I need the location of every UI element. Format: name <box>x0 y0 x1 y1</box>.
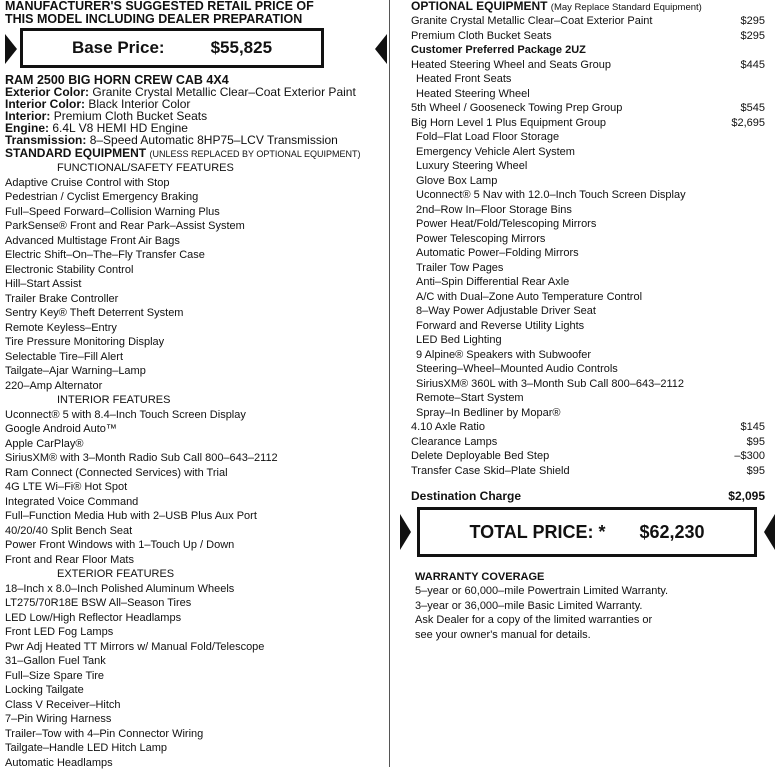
optional-item-label: 8–Way Power Adjustable Driver Seat <box>416 304 596 319</box>
vehicle-info <box>5 74 387 146</box>
engine-value: 6.4L V8 HEMI HD Engine <box>52 121 188 135</box>
triangle-right-icon <box>400 514 411 550</box>
interior-feature-item: Google Android Auto™ <box>5 422 387 437</box>
transmission-value: 8–Speed Automatic 8HP75–LCV Transmission <box>90 133 338 147</box>
optional-equipment-note: (May Replace Standard Equipment) <box>551 2 702 13</box>
destination-charge-row <box>411 489 765 503</box>
interior-features-list <box>5 408 387 568</box>
interior-value: Premium Cloth Bucket Seats <box>54 109 207 123</box>
optional-item-label: Premium Cloth Bucket Seats <box>411 29 552 44</box>
functional-feature-item: Hill–Start Assist <box>5 277 387 292</box>
optional-item-row <box>411 435 765 450</box>
optional-item-row <box>411 29 765 44</box>
optional-item-row <box>411 116 765 131</box>
exterior-features-list <box>5 582 387 770</box>
warranty-text <box>411 584 765 642</box>
msrp-header-line-1: MANUFACTURER'S SUGGESTED RETAIL PRICE OF <box>5 0 387 13</box>
optional-item-label: Clearance Lamps <box>411 435 497 450</box>
interior-features-title: INTERIOR FEATURES <box>5 393 387 408</box>
base-price-box <box>20 28 324 68</box>
transmission-label: Transmission: <box>5 133 86 147</box>
standard-equipment-title: STANDARD EQUIPMENT <box>5 146 146 160</box>
optional-item-row <box>411 159 765 174</box>
interior-color-value: Black Interior Color <box>88 97 190 111</box>
exterior-feature-item: LED Low/High Reflector Headlamps <box>5 611 387 626</box>
optional-item-row <box>411 391 765 406</box>
optional-item-label: Customer Preferred Package 2UZ <box>411 43 586 58</box>
optional-equipment-title: OPTIONAL EQUIPMENT <box>411 0 547 13</box>
optional-item-row <box>411 420 765 435</box>
optional-item-label: 2nd–Row In–Floor Storage Bins <box>416 203 572 218</box>
total-price-row <box>411 507 765 567</box>
total-price-box <box>417 507 757 557</box>
optional-item-price: $95 <box>747 435 765 450</box>
optional-item-label: Spray–In Bedliner by Mopar® <box>416 406 560 421</box>
exterior-feature-item: Class V Receiver–Hitch <box>5 698 387 713</box>
exterior-feature-item: Full–Size Spare Tire <box>5 669 387 684</box>
total-price-label: TOTAL PRICE: * <box>469 522 605 543</box>
optional-item-label: A/C with Dual–Zone Auto Temperature Control <box>416 290 642 305</box>
optional-item-row <box>411 319 765 334</box>
optional-item-row <box>411 58 765 73</box>
interior-feature-item: SiriusXM® with 3–Month Radio Sub Call 800–643–2112 <box>5 451 387 466</box>
exterior-feature-item: 18–Inch x 8.0–Inch Polished Aluminum Wheels <box>5 582 387 597</box>
optional-equipment-header <box>411 0 765 14</box>
optional-item-label: Heated Steering Wheel <box>416 87 530 102</box>
interior-feature-item: 40/20/40 Split Bench Seat <box>5 524 387 539</box>
optional-item-label: Power Heat/Fold/Telescoping Mirrors <box>416 217 596 232</box>
optional-item-row <box>411 304 765 319</box>
exterior-feature-item: Locking Tailgate <box>5 683 387 698</box>
functional-feature-item: 220–Amp Alternator <box>5 379 387 394</box>
warranty-line: 3–year or 36,000–mile Basic Limited Warranty. <box>411 599 765 614</box>
optional-item-row <box>411 464 765 479</box>
functional-feature-item: Electronic Stability Control <box>5 263 387 278</box>
functional-feature-item: Pedestrian / Cyclist Emergency Braking <box>5 190 387 205</box>
optional-item-label: 4.10 Axle Ratio <box>411 420 485 435</box>
optional-item-row <box>411 145 765 160</box>
optional-item-label: Power Telescoping Mirrors <box>416 232 545 247</box>
msrp-header-line-2: THIS MODEL INCLUDING DEALER PREPARATION <box>5 13 387 26</box>
optional-item-row <box>411 217 765 232</box>
optional-item-price: $545 <box>741 101 765 116</box>
optional-item-row <box>411 14 765 29</box>
optional-item-row <box>411 43 765 58</box>
functional-feature-item: Remote Keyless–Entry <box>5 321 387 336</box>
warranty-line: Ask Dealer for a copy of the limited warranties or <box>411 613 765 628</box>
optional-item-row <box>411 377 765 392</box>
optional-item-row <box>411 232 765 247</box>
interior-color-label: Interior Color: <box>5 97 85 111</box>
optional-item-row <box>411 130 765 145</box>
base-price-row <box>5 28 387 74</box>
optional-item-price: –$300 <box>734 449 765 464</box>
exterior-feature-item: Front LED Fog Lamps <box>5 625 387 640</box>
exterior-label: Exterior Color: <box>5 85 89 99</box>
optional-item-row <box>411 333 765 348</box>
functional-feature-item: ParkSense® Front and Rear Park–Assist System <box>5 219 387 234</box>
destination-charge-value: $2,095 <box>728 489 765 503</box>
optional-item-price: $445 <box>741 58 765 73</box>
functional-feature-item: Tailgate–Ajar Warning–Lamp <box>5 364 387 379</box>
warranty-line: see your owner's manual for details. <box>411 628 765 643</box>
functional-feature-item: Advanced Multistage Front Air Bags <box>5 234 387 249</box>
optional-item-label: Emergency Vehicle Alert System <box>416 145 575 160</box>
warranty-title: WARRANTY COVERAGE <box>411 571 765 584</box>
optional-item-label: Glove Box Lamp <box>416 174 497 189</box>
optional-item-label: 9 Alpine® Speakers with Subwoofer <box>416 348 591 363</box>
engine-label: Engine: <box>5 121 49 135</box>
triangle-left-icon <box>375 34 387 64</box>
functional-feature-item: Selectable Tire–Fill Alert <box>5 350 387 365</box>
standard-equipment-header <box>5 146 387 161</box>
functional-safety-title: FUNCTIONAL/SAFETY FEATURES <box>5 161 387 176</box>
optional-item-label: Automatic Power–Folding Mirrors <box>416 246 579 261</box>
optional-item-label: Heated Steering Wheel and Seats Group <box>411 58 611 73</box>
functional-feature-item: Full–Speed Forward–Collision Warning Plus <box>5 205 387 220</box>
optional-item-label: Trailer Tow Pages <box>416 261 503 276</box>
left-column <box>5 0 387 770</box>
optional-item-row <box>411 101 765 116</box>
exterior-feature-item: 7–Pin Wiring Harness <box>5 712 387 727</box>
exterior-value: Granite Crystal Metallic Clear–Coat Exterior Paint <box>92 85 355 99</box>
total-price-value: $62,230 <box>639 522 704 543</box>
exterior-feature-item: 31–Gallon Fuel Tank <box>5 654 387 669</box>
functional-safety-list <box>5 176 387 394</box>
optional-item-label: Forward and Reverse Utility Lights <box>416 319 584 334</box>
optional-item-row <box>411 406 765 421</box>
interior-feature-item: Front and Rear Floor Mats <box>5 553 387 568</box>
interior-feature-item: 4G LTE Wi–Fi® Hot Spot <box>5 480 387 495</box>
optional-item-row <box>411 290 765 305</box>
functional-feature-item: Trailer Brake Controller <box>5 292 387 307</box>
functional-feature-item: Tire Pressure Monitoring Display <box>5 335 387 350</box>
optional-item-row <box>411 72 765 87</box>
optional-item-label: Remote–Start System <box>416 391 524 406</box>
optional-item-price: $295 <box>741 14 765 29</box>
interior-feature-item: Ram Connect (Connected Services) with Trial <box>5 466 387 481</box>
optional-item-label: Uconnect® 5 Nav with 12.0–Inch Touch Screen Display <box>416 188 686 203</box>
optional-item-label: Anti–Spin Differential Rear Axle <box>416 275 569 290</box>
base-price-label: Base Price: <box>72 38 165 58</box>
optional-item-price: $295 <box>741 29 765 44</box>
optional-item-label: Steering–Wheel–Mounted Audio Controls <box>416 362 618 377</box>
optional-item-price: $145 <box>741 420 765 435</box>
optional-item-row <box>411 348 765 363</box>
exterior-feature-item: Trailer–Tow with 4–Pin Connector Wiring <box>5 727 387 742</box>
optional-item-label: 5th Wheel / Gooseneck Towing Prep Group <box>411 101 622 116</box>
optional-item-label: Big Horn Level 1 Plus Equipment Group <box>411 116 606 131</box>
column-divider <box>389 0 390 767</box>
vehicle-model: RAM 2500 BIG HORN CREW CAB 4X4 <box>5 74 387 86</box>
optional-item-row <box>411 362 765 377</box>
functional-feature-item: Sentry Key® Theft Deterrent System <box>5 306 387 321</box>
interior-feature-item: Integrated Voice Command <box>5 495 387 510</box>
right-column <box>411 0 765 642</box>
optional-item-row <box>411 203 765 218</box>
optional-item-label: Transfer Case Skid–Plate Shield <box>411 464 570 479</box>
triangle-left-icon <box>764 514 775 550</box>
optional-equipment-list <box>411 14 765 478</box>
optional-item-row <box>411 275 765 290</box>
standard-equipment-note: (UNLESS REPLACED BY OPTIONAL EQUIPMENT) <box>149 149 360 159</box>
exterior-feature-item: LT275/70R18E BSW All–Season Tires <box>5 596 387 611</box>
interior-feature-item: Power Front Windows with 1–Touch Up / Down <box>5 538 387 553</box>
optional-item-row <box>411 261 765 276</box>
optional-item-label: SiriusXM® 360L with 3–Month Sub Call 800–643–2112 <box>416 377 684 392</box>
functional-feature-item: Electric Shift–On–The–Fly Transfer Case <box>5 248 387 263</box>
exterior-feature-item: Tailgate–Handle LED Hitch Lamp <box>5 741 387 756</box>
destination-charge-label: Destination Charge <box>411 489 521 503</box>
warranty-line: 5–year or 60,000–mile Powertrain Limited Warranty. <box>411 584 765 599</box>
optional-item-price: $95 <box>747 464 765 479</box>
exterior-feature-item: Automatic Headlamps <box>5 756 387 770</box>
optional-item-row <box>411 188 765 203</box>
base-price-value: $55,825 <box>211 38 272 58</box>
optional-item-row <box>411 246 765 261</box>
optional-item-row <box>411 449 765 464</box>
optional-item-row <box>411 174 765 189</box>
optional-item-label: Granite Crystal Metallic Clear–Coat Exterior Paint <box>411 14 652 29</box>
interior-feature-item: Apple CarPlay® <box>5 437 387 452</box>
functional-feature-item: Adaptive Cruise Control with Stop <box>5 176 387 191</box>
triangle-right-icon <box>5 34 17 64</box>
optional-item-label: Heated Front Seats <box>416 72 511 87</box>
exterior-feature-item: Pwr Adj Heated TT Mirrors w/ Manual Fold/Telescope <box>5 640 387 655</box>
exterior-features-title: EXTERIOR FEATURES <box>5 567 387 582</box>
interior-feature-item: Full–Function Media Hub with 2–USB Plus Aux Port <box>5 509 387 524</box>
interior-feature-item: Uconnect® 5 with 8.4–Inch Touch Screen Display <box>5 408 387 423</box>
optional-item-label: Luxury Steering Wheel <box>416 159 527 174</box>
optional-item-label: LED Bed Lighting <box>416 333 502 348</box>
optional-item-price: $2,695 <box>731 116 765 131</box>
optional-item-label: Fold–Flat Load Floor Storage <box>416 130 559 145</box>
optional-item-row <box>411 87 765 102</box>
interior-label: Interior: <box>5 109 50 123</box>
optional-item-label: Delete Deployable Bed Step <box>411 449 549 464</box>
